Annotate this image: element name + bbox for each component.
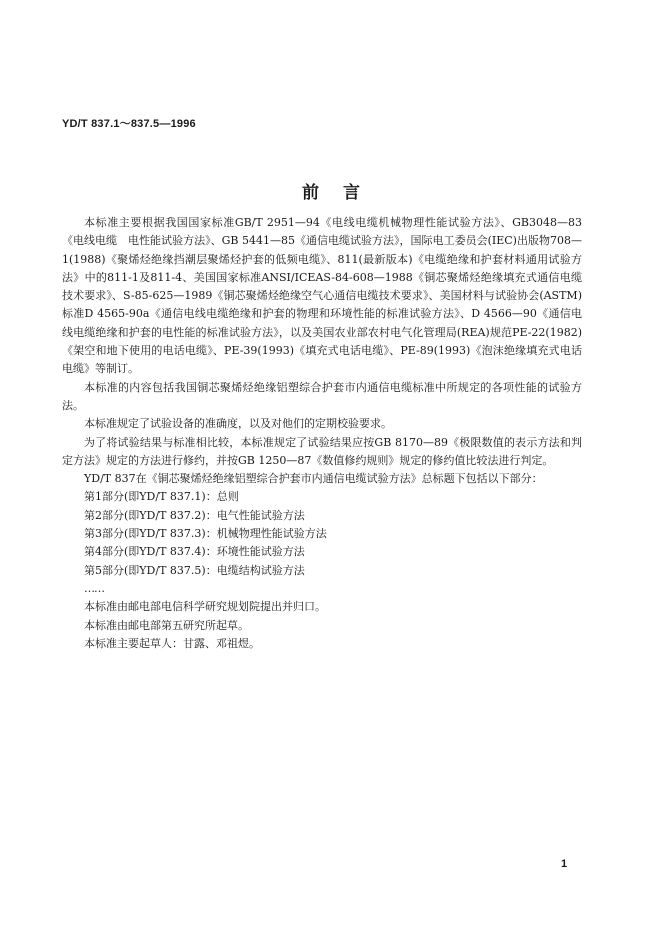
paragraph-scope: 本标准的内容包括我国铜芯聚烯烃绝缘铝塑综合护套市内通信电缆标准中所规定的各项性能的试验方法。 xyxy=(62,380,582,412)
list-item: 第1部分(即YD/T 837.1)：总则 xyxy=(84,490,239,504)
page-title: 前言 xyxy=(302,183,384,203)
list-ellipsis: …… xyxy=(84,581,104,595)
list-item: 第5部分(即YD/T 837.5)：电缆结构试验方法 xyxy=(84,563,305,577)
list-item: 第4部分(即YD/T 837.4)：环境性能试验方法 xyxy=(84,545,305,559)
paragraph-references: 本标准主要根据我国国家标准GB/T 2951—94《电线电缆机械物理性能试验方法》、GB3048—83《电线电缆 电性能试验方法》、GB 5441—85《通信电缆试验方法》，国际电工委员会(IEC)出版物708—1(1988)《聚烯烃绝缘挡潮层聚烯烃护套的低频电缆》、811(最新版本)《电缆绝缘和护套材料通用试验方法》中的811-1及811-4、美国国家标准ANSI/ICEAS-84-608—1988《铜芯聚烯烃绝缘填充式通信电缆技术要求》、S-85-625—1989《铜芯聚烯烃绝缘空气心通信电缆技术要求》、美国材料与试验协会(ASTM)标准D 4565-90a《通信电线电缆绝缘和护套的物理和环境性能的标准试验方法》、D 4566—90《通信电线电缆绝缘和护套的电性能的标准试验方法》，以及美国农业部农村电气化管理局(REA)规范PE-22(1982)《架空和地下使用的电话电缆》、PE-39(1993)《填充式电话电缆》、PE-89(1993)《泡沫绝缘填充式电话电缆》等制订。 xyxy=(62,216,582,376)
paragraph-authors: 本标准主要起草人：甘露、邓祖煜。 xyxy=(84,636,260,650)
standard-code-header: YD/T 837.1～837.5—1996 xyxy=(62,118,196,130)
list-item: 第2部分(即YD/T 837.2)：电气性能试验方法 xyxy=(84,508,305,522)
paragraph-equipment: 本标准规定了试验设备的准确度，以及对他们的定期校验要求。 xyxy=(84,417,392,431)
paragraph-drafter: 本标准由邮电部第五研究所起草。 xyxy=(84,618,249,632)
foreword-body xyxy=(62,214,582,653)
paragraph-proposer: 本标准由邮电部电信科学研究规划院提出并归口。 xyxy=(84,600,326,614)
paragraph-parts-intro: YD/T 837在《铜芯聚烯烃绝缘铝塑综合护套市内通信电缆试验方法》总标题下包括以下部分： xyxy=(84,472,543,486)
list-item: 第3部分(即YD/T 837.3)：机械物理性能试验方法 xyxy=(84,527,327,541)
parts-list xyxy=(62,488,582,579)
page-number: 1 xyxy=(561,858,568,870)
paragraph-rounding: 为了将试验结果与标准相比较，本标准规定了试验结果应按GB 8170—89《极限数值的表示方法和判定方法》规定的方法进行修约，并按GB 1250—87《数值修约规则》规定的修约值比较法进行判定。 xyxy=(62,435,582,467)
